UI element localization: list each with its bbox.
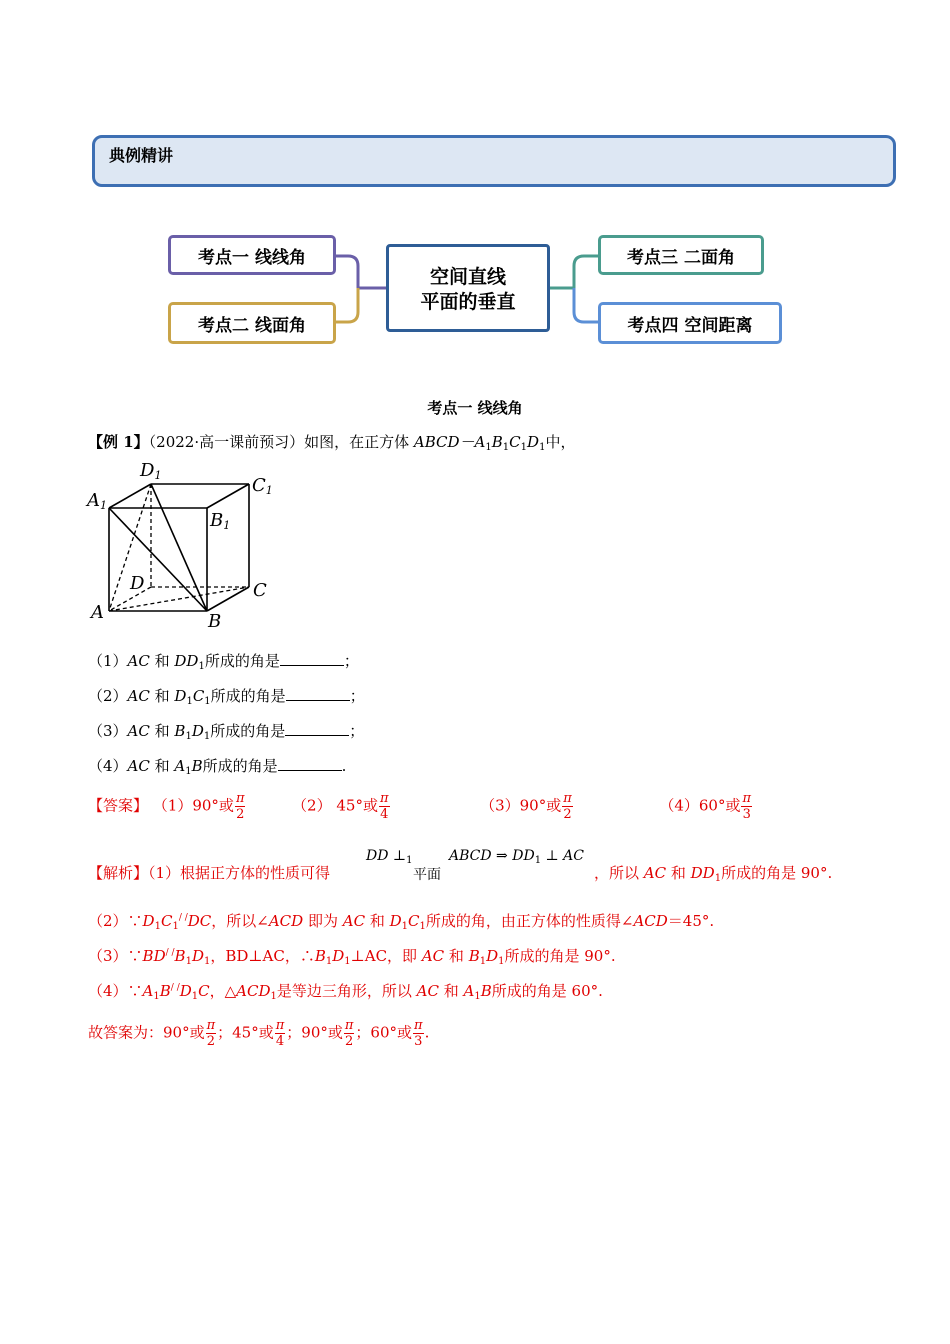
mindmap-node-k1 bbox=[168, 235, 336, 275]
mindmap-center-line2: 平面的垂直 bbox=[420, 291, 516, 313]
label-A1: A1 bbox=[87, 490, 107, 512]
analysis-line-1: 【解析】（1）根据正方体的性质可得 bbox=[88, 864, 331, 882]
question-2: （2）AC 和 $D_1C_1$所成的角是 ； bbox=[88, 687, 365, 707]
example-tag: 【例 1】 bbox=[88, 433, 149, 451]
mindmap-node-k4-label: 考点四 空间距离 bbox=[627, 315, 753, 336]
label-A: A bbox=[91, 602, 104, 623]
answer-blank[interactable] bbox=[286, 688, 350, 701]
analysis-formula-plane: 平面 bbox=[413, 867, 441, 883]
answer-blank[interactable] bbox=[280, 653, 344, 666]
label-D: D bbox=[130, 573, 145, 594]
answer-blank[interactable] bbox=[278, 758, 342, 771]
answer-line: 【答案】 （1）90°或 $\frac{\pi}{2}$ （2） 45°或 $\frac{\pi}{4}$ （3）90°或 $\frac{\pi}{2}$ （4）60°或 $\frac{\pi}{3}$ bbox=[88, 791, 751, 822]
analysis-formula: DD $\perp_1$ bbox=[366, 848, 413, 866]
analysis-line-3: $(3)\because BD^{/ /}B_1D_1$，BD⊥AC，$\therefore B_1D_1\perp AC$，即 AC 和 $B_1D_1$所成的角是 90°. bbox=[88, 947, 616, 967]
label-D1: D1 bbox=[140, 460, 162, 482]
analysis-line-4: $(4)\because A_1B^{/ /}D_1C$，$\triangle ACD_1$是等边三角形，所以 AC 和 $A_1B$所成的角是 60°. bbox=[88, 982, 603, 1002]
example-rest: 中， bbox=[545, 433, 576, 451]
conclusion-line: 故答案为：90°或 $\frac{\pi}{2}$ ；45°或 $\frac{\pi}{4}$ ；90°或 $\frac{\pi}{2}$ ；60°或 $\frac{\pi}{3}$ . bbox=[88, 1018, 430, 1049]
analysis-line-2: $(2)\because D_1C_1^{/ /}DC$，所以∠ACD 即为 AC 和 $D_1C_1$所成的角，由正方体的性质得∠ACD＝45°. bbox=[88, 912, 715, 932]
mindmap-node-k2 bbox=[168, 302, 336, 344]
mindmap-node-k3-label: 考点三 二面角 bbox=[627, 247, 735, 268]
answer-blank[interactable] bbox=[285, 723, 349, 736]
question-1: （1）AC 和 $DD_1$所成的角是 ； bbox=[88, 652, 359, 672]
question-4: （4）AC 和 $A_1B$所成的角是 . bbox=[88, 757, 347, 777]
answer-tag: 【答案】 bbox=[88, 796, 149, 815]
label-B1: B1 bbox=[210, 510, 231, 532]
cube-figure bbox=[84, 456, 284, 636]
question-3: （3）AC 和 $B_1D_1$所成的角是 ； bbox=[88, 722, 365, 742]
example-source: （2022·高一课前预习）如图，在正方体 bbox=[148, 433, 410, 451]
mindmap-node-k3 bbox=[598, 235, 764, 275]
analysis-formula-2: ABCD ⇒ $DD_1$ ⊥ AC bbox=[449, 848, 584, 866]
mindmap-node-k2-label: 考点二 线面角 bbox=[198, 315, 306, 336]
cube-label: ABCD－A bbox=[413, 433, 486, 451]
mindmap-center-line1: 空间直线 bbox=[429, 266, 506, 288]
label-C: C bbox=[253, 580, 267, 601]
section-title: 考点一 线线角 bbox=[427, 399, 523, 417]
example-line: 【例 1】（2022·高一课前预习）如图，在正方体 $ABCD-A_1B_1C_1D_1$中， bbox=[88, 433, 576, 453]
mindmap-center bbox=[386, 244, 550, 332]
analysis-line-1-tail: ，所以 AC 和 $DD_1$所成的角是 90°. bbox=[594, 864, 833, 884]
label-C1: C1 bbox=[252, 475, 273, 497]
mindmap-node-k1-label: 考点一 线线角 bbox=[198, 247, 306, 268]
label-B: B bbox=[208, 611, 222, 632]
analysis-tag: 【解析】 bbox=[88, 864, 149, 882]
banner-title: 典例精讲 bbox=[109, 146, 174, 165]
mindmap-node-k4 bbox=[598, 302, 782, 344]
